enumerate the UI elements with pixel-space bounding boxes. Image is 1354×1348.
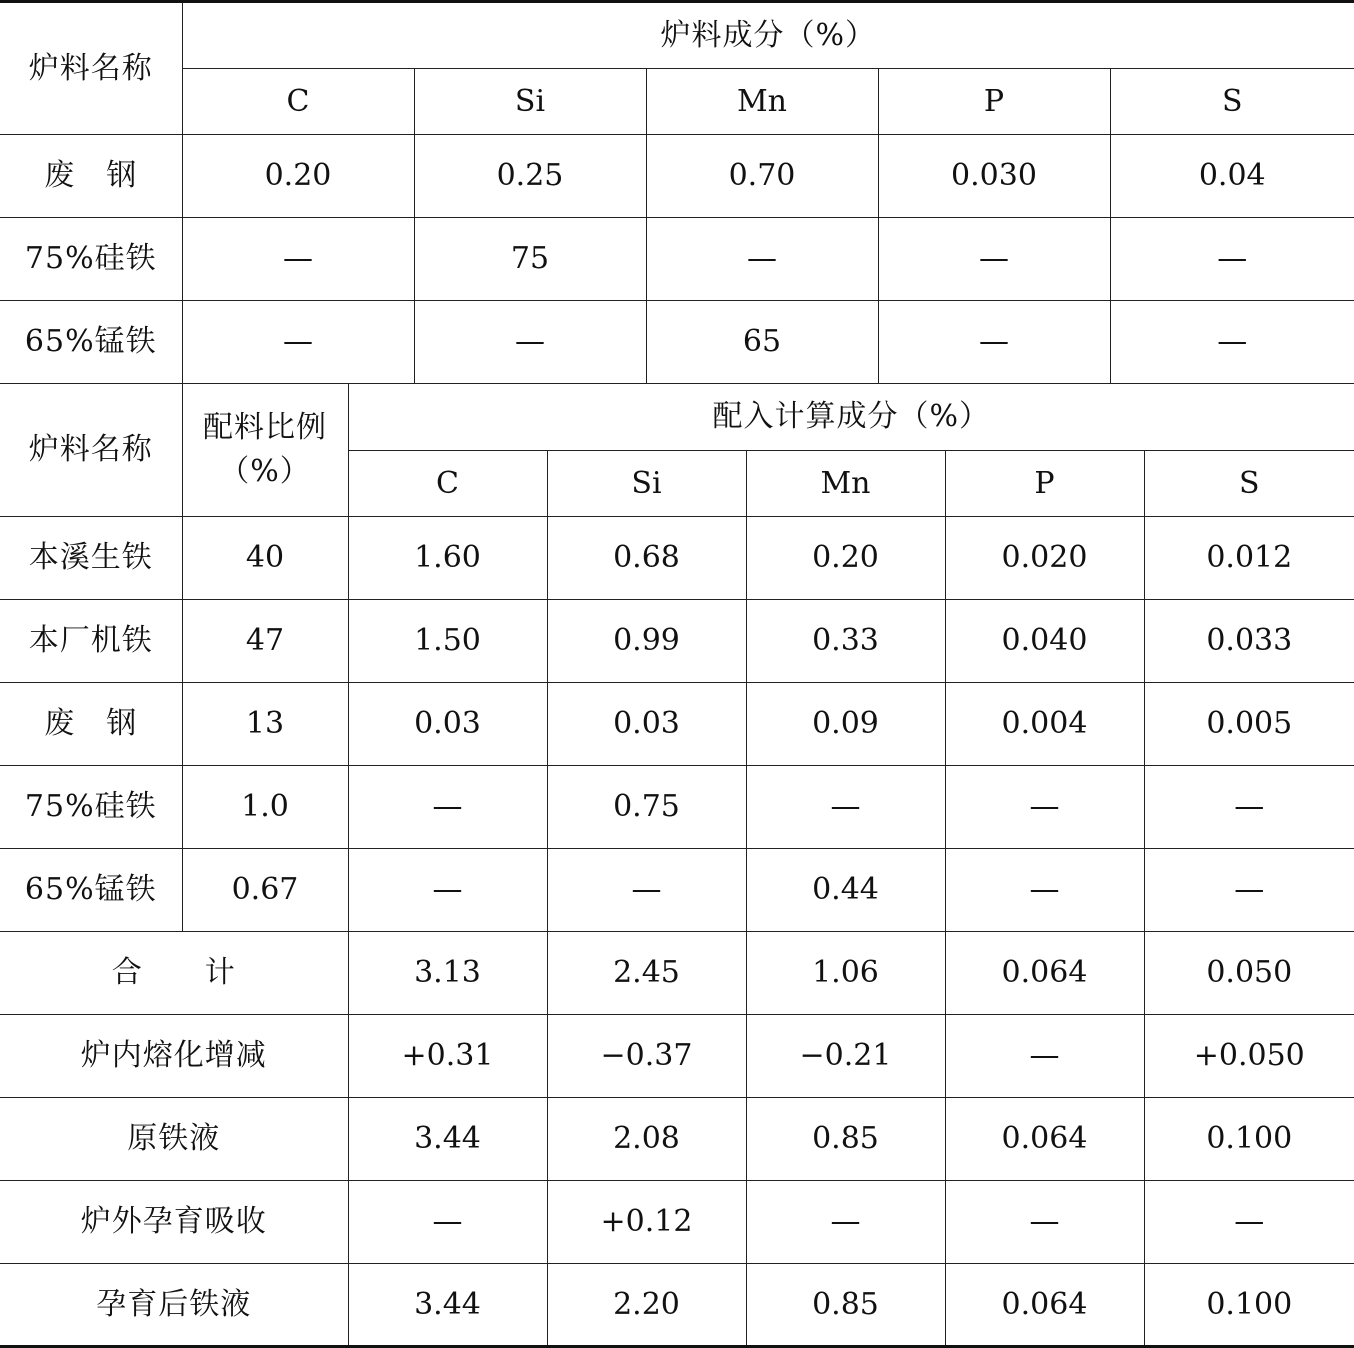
row-name: 75%硅铁 (0, 218, 182, 301)
summary-row (0, 1015, 1354, 1098)
cell-value: — (182, 301, 414, 384)
cell-value: — (945, 849, 1144, 932)
summary-row (0, 932, 1354, 1015)
cell-value: — (945, 1181, 1144, 1264)
ratio-value: 1.0 (182, 766, 348, 849)
cell-value: 0.68 (547, 517, 746, 600)
summary-label: 合 计 (0, 932, 348, 1015)
summary-label: 原铁液 (0, 1098, 348, 1181)
ratio-header (182, 384, 348, 517)
cell-value: 0.030 (878, 135, 1110, 218)
cell-value: — (1110, 218, 1354, 301)
cell-value: +0.12 (547, 1181, 746, 1264)
cell-value: 0.064 (945, 932, 1144, 1015)
cell-value: — (646, 218, 878, 301)
name-header: 炉料名称 (0, 384, 182, 517)
row-name: 75%硅铁 (0, 766, 182, 849)
summary-row (0, 1264, 1354, 1347)
cell-value: 0.75 (547, 766, 746, 849)
cell-value: 0.20 (182, 135, 414, 218)
summary-row (0, 1098, 1354, 1181)
cell-value: +0.050 (1144, 1015, 1354, 1098)
cell-value: — (746, 766, 945, 849)
cell-value: 0.03 (348, 683, 547, 766)
composition-group-header: 炉料成分（%） (182, 2, 1354, 69)
cell-value: — (1144, 766, 1354, 849)
ratio-value: 13 (182, 683, 348, 766)
ratio-value: 40 (182, 517, 348, 600)
cell-value: 2.45 (547, 932, 746, 1015)
cell-value: — (348, 766, 547, 849)
cell-value: 75 (414, 218, 646, 301)
table-row (0, 218, 1354, 301)
cell-value: 3.44 (348, 1098, 547, 1181)
element-header-mn: Mn (746, 451, 945, 517)
table-row (0, 600, 1354, 683)
summary-label: 炉外孕育吸收 (0, 1181, 348, 1264)
summary-label: 孕育后铁液 (0, 1264, 348, 1347)
element-header-c: C (348, 451, 547, 517)
cell-value: — (1144, 849, 1354, 932)
cell-value: 0.064 (945, 1264, 1144, 1347)
row-name: 本溪生铁 (0, 517, 182, 600)
cell-value: — (348, 849, 547, 932)
table-row (0, 766, 1354, 849)
table-row (0, 849, 1354, 932)
element-header-mn: Mn (646, 69, 878, 135)
ratio-value: 47 (182, 600, 348, 683)
cell-value: 3.13 (348, 932, 547, 1015)
cell-value: 0.09 (746, 683, 945, 766)
cell-value: — (945, 766, 1144, 849)
cell-value: 0.33 (746, 600, 945, 683)
cell-value: 0.064 (945, 1098, 1144, 1181)
summary-label: 炉内熔化增减 (0, 1015, 348, 1098)
calculated-group-header: 配入计算成分（%） (348, 384, 1354, 451)
cell-value: 0.033 (1144, 600, 1354, 683)
table-row (0, 135, 1354, 218)
cell-value: — (878, 301, 1110, 384)
element-header-si: Si (414, 69, 646, 135)
ratio-value: 0.67 (182, 849, 348, 932)
ratio-header-line2: （%） (219, 454, 311, 489)
cell-value: −0.21 (746, 1015, 945, 1098)
cell-value: 0.44 (746, 849, 945, 932)
cell-value: 0.99 (547, 600, 746, 683)
cell-value: 0.100 (1144, 1264, 1354, 1347)
cell-value: — (878, 218, 1110, 301)
cell-value: — (1144, 1181, 1354, 1264)
cell-value: — (945, 1015, 1144, 1098)
cell-value: 0.25 (414, 135, 646, 218)
cell-value: 0.012 (1144, 517, 1354, 600)
cell-value: −0.37 (547, 1015, 746, 1098)
calculated-composition-table (0, 383, 1354, 1348)
cell-value: — (746, 1181, 945, 1264)
table-row (0, 301, 1354, 384)
cell-value: 1.60 (348, 517, 547, 600)
cell-value: 0.85 (746, 1264, 945, 1347)
cell-value: 3.44 (348, 1264, 547, 1347)
element-header-s: S (1144, 451, 1354, 517)
element-header-si: Si (547, 451, 746, 517)
cell-value: 65 (646, 301, 878, 384)
cell-value: — (547, 849, 746, 932)
cell-value: 1.06 (746, 932, 945, 1015)
element-header-p: P (945, 451, 1144, 517)
cell-value: 0.004 (945, 683, 1144, 766)
cell-value: 0.005 (1144, 683, 1354, 766)
cell-value: — (414, 301, 646, 384)
cell-value: 0.100 (1144, 1098, 1354, 1181)
ratio-header-line1: 配料比例 (203, 410, 327, 445)
cell-value: 0.040 (945, 600, 1144, 683)
cell-value: — (182, 218, 414, 301)
row-name: 本厂机铁 (0, 600, 182, 683)
cell-value: 2.20 (547, 1264, 746, 1347)
cell-value: — (348, 1181, 547, 1264)
name-header: 炉料名称 (0, 2, 182, 135)
cell-value: 0.20 (746, 517, 945, 600)
cell-value: 2.08 (547, 1098, 746, 1181)
cell-value: 0.03 (547, 683, 746, 766)
cell-value: +0.31 (348, 1015, 547, 1098)
table-row (0, 683, 1354, 766)
row-name: 废 钢 (0, 135, 182, 218)
charge-composition-table (0, 0, 1354, 384)
cell-value: 0.020 (945, 517, 1144, 600)
table-row (0, 517, 1354, 600)
cell-value: 0.70 (646, 135, 878, 218)
summary-row (0, 1181, 1354, 1264)
row-name: 65%锰铁 (0, 301, 182, 384)
row-name: 废 钢 (0, 683, 182, 766)
cell-value: 0.85 (746, 1098, 945, 1181)
element-header-c: C (182, 69, 414, 135)
element-header-p: P (878, 69, 1110, 135)
cell-value: 0.04 (1110, 135, 1354, 218)
cell-value: — (1110, 301, 1354, 384)
cell-value: 1.50 (348, 600, 547, 683)
element-header-s: S (1110, 69, 1354, 135)
cell-value: 0.050 (1144, 932, 1354, 1015)
row-name: 65%锰铁 (0, 849, 182, 932)
